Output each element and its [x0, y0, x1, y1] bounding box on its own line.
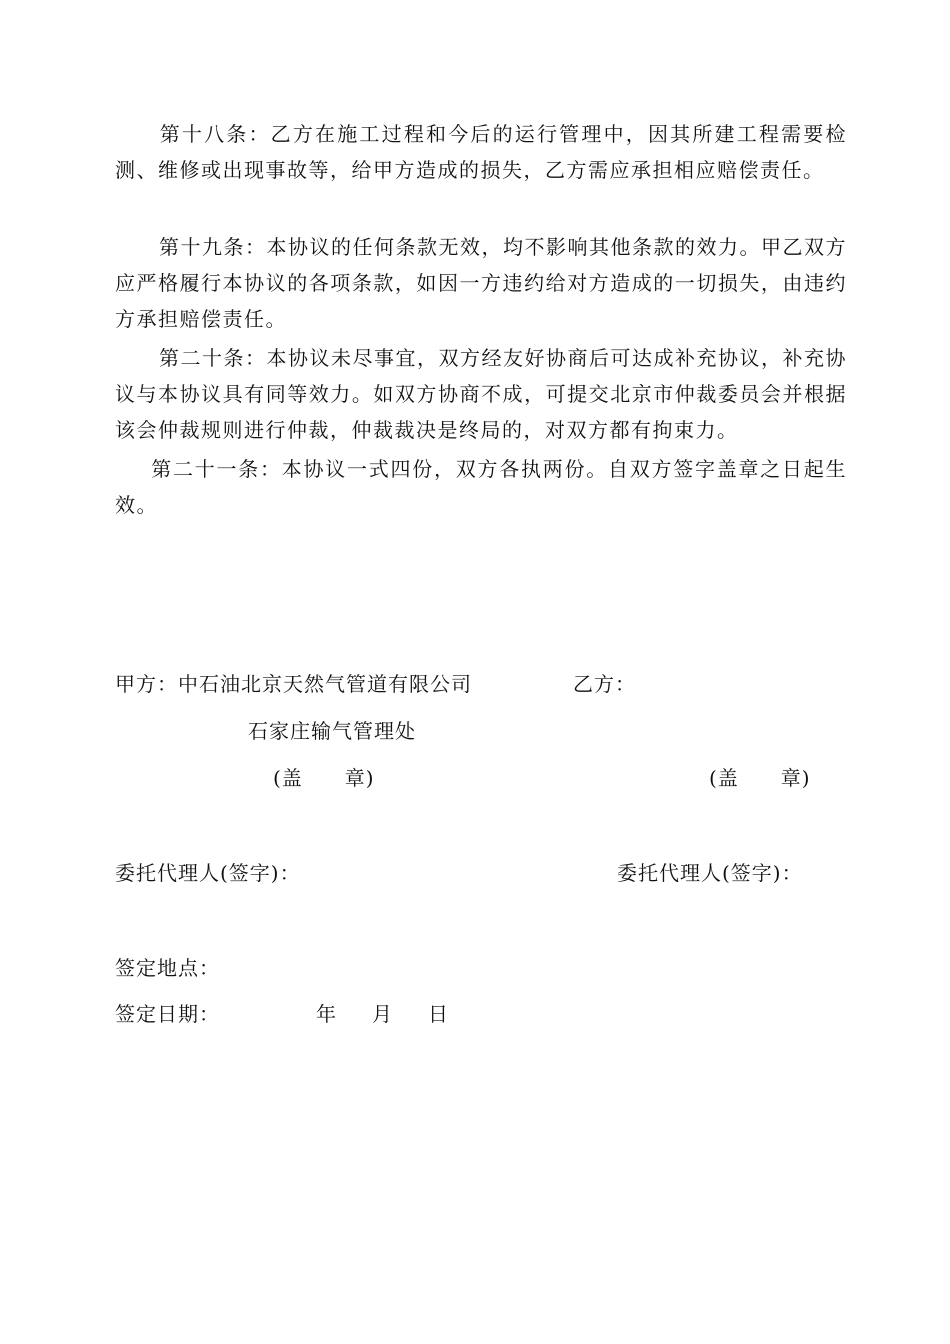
signing-date-label: 签定日期： [115, 1002, 220, 1026]
signing-place: 签定地点： [115, 956, 220, 980]
clause-21-text: 第二十一条：本协议一式四份，双方各执两份。自双方签字盖章之日起生效。 [115, 457, 847, 517]
signing-date-day: 日 [428, 1002, 449, 1026]
clause-21 [115, 451, 847, 523]
seal-a: (盖 章) [273, 766, 375, 790]
signing-date-year: 年 [316, 1002, 337, 1026]
clause-19-text: 第十九条：本协议的任何条款无效，均不影响其他条款的效力。甲乙双方应严格履行本协议的各项条款，如因一方违约给对方造成的一切损失，由违约方承担赔偿责任。 [115, 235, 847, 331]
clause-20 [115, 340, 847, 448]
agent-signature-b: 委托代理人(签字)： [617, 861, 803, 885]
clause-18 [115, 116, 847, 188]
party-a-subunit: 石家庄输气管理处 [248, 719, 416, 743]
party-b-label: 乙方： [573, 672, 636, 696]
seal-b: (盖 章) [709, 766, 811, 790]
clause-20-text: 第二十条：本协议未尽事宜，双方经友好协商后可达成补充协议，补充协议与本协议具有同等效力。如双方协商不成，可提交北京市仲裁委员会并根据该会仲裁规则进行仲裁，仲裁裁决是终局的，对双方都有拘束力。 [115, 346, 847, 442]
clause-19 [115, 229, 847, 337]
party-a-label: 甲方：中石油北京天然气管道有限公司 [115, 672, 472, 696]
signing-date-month: 月 [372, 1002, 393, 1026]
clause-18-text: 第十八条：乙方在施工过程和今后的运行管理中，因其所建工程需要检测、维修或出现事故等，给甲方造成的损失，乙方需应承担相应赔偿责任。 [115, 122, 847, 182]
agent-signature-a: 委托代理人(签字)： [115, 861, 301, 885]
